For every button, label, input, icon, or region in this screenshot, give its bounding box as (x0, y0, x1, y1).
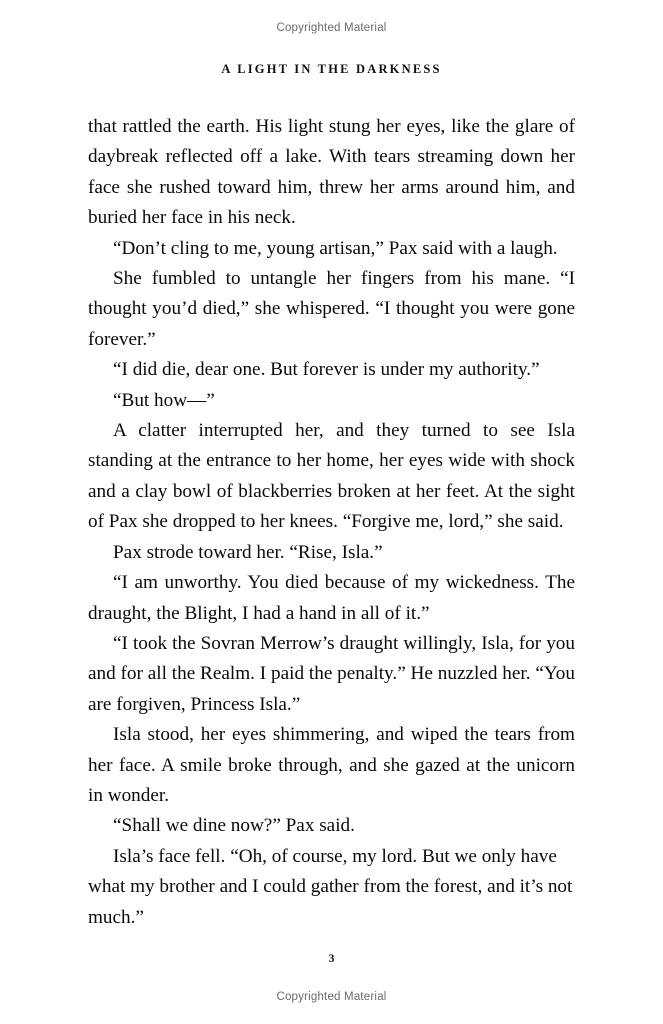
body-paragraph: Pax strode toward her. “Rise, Isla.” (113, 541, 383, 563)
running-head-title: A LIGHT IN THE DARKNESS (221, 62, 442, 76)
body-paragraph: “I did die, dear one. But forever is under my authority.” (113, 359, 540, 381)
copyright-watermark-bottom: Copyrighted Material (276, 991, 387, 1003)
body-paragraph: She fumbled to untangle her fingers from his mane. “I thought you’d died,” she whispered. “I thought you were gone forever.” (88, 268, 575, 350)
body-paragraph: “Don’t cling to me, young artisan,” Pax said with a laugh. (113, 237, 558, 259)
body-paragraph: A clatter interrupted her, and they turned to see Isla standing at the entrance to her home, her eyes wide with shock and a clay bowl of blackberries broken at her feet. At the sight of Pax she dropped to her knees. “Forgive me, lord,” she said. (88, 420, 575, 533)
body-paragraph: “Shall we dine now?” Pax said. (113, 815, 355, 837)
body-paragraph: Isla’s face fell. “Oh, of course, my lord. But we only have what my brother and I could gather from the forest, and it’s not much.” (88, 845, 573, 928)
page-number: 3 (328, 951, 335, 965)
body-paragraph: “I am unworthy. You died because of my wickedness. The draught, the Blight, I had a hand in all of it.” (88, 572, 575, 624)
body-paragraph: that rattled the earth. His light stung her eyes, like the glare of daybreak reflected off a lake. With tears streaming down her face she rushed toward him, threw her arms around him, and buried her face in his neck. (88, 116, 575, 229)
copyright-watermark-top: Copyrighted Material (276, 22, 387, 34)
page-body-text (88, 112, 575, 933)
body-paragraph: “I took the Sovran Merrow’s draught willingly, Isla, for you and for all the Realm. I paid the penalty.” He nuzzled her. “You are forgiven, Princess Isla.” (88, 632, 575, 715)
body-paragraph: “But how—” (113, 389, 215, 411)
body-paragraph: Isla stood, her eyes shimmering, and wiped the tears from her face. A smile broke through, and she gazed at the unicorn in wonder. (88, 724, 575, 806)
